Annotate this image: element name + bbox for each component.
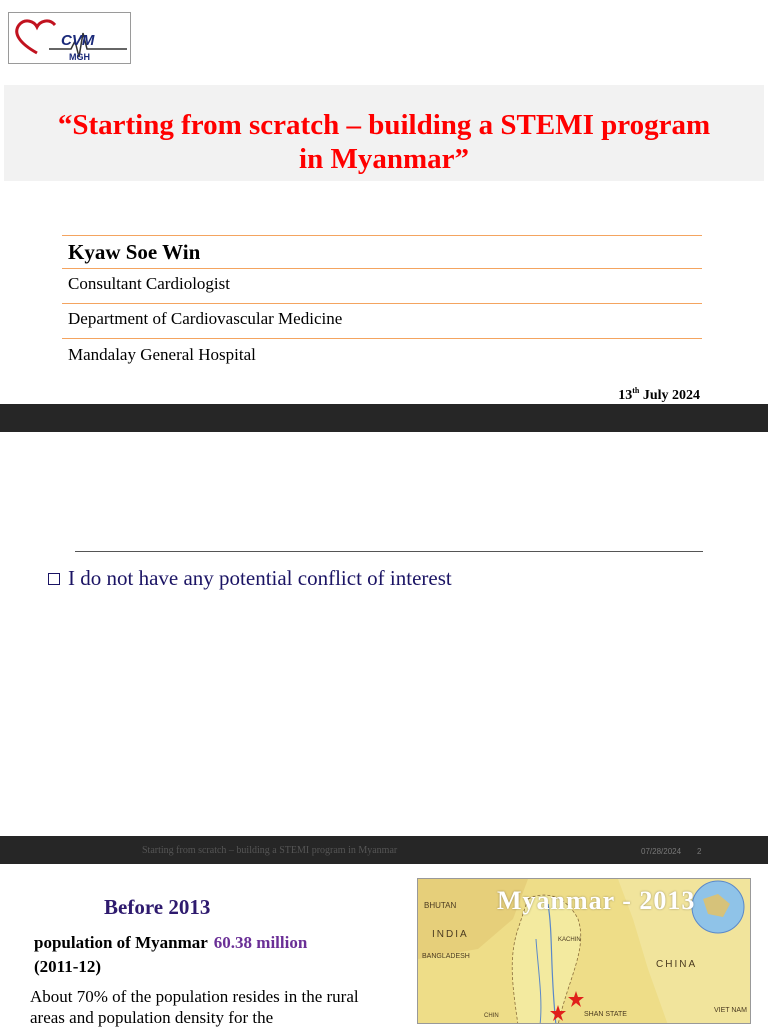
slide-title-line-2: in Myanmar” [299,143,469,175]
author-hospital: Mandalay General Hospital [68,345,256,364]
footer-title: Starting from scratch – building a STEMI program in Myanmar [142,845,398,856]
body-text: About 70% of the population resides in the rural areas and population density for the [30,987,359,1027]
map-label-china: CHINA [656,959,698,970]
orange-rule [62,303,702,304]
disclosure-item [48,566,452,591]
population-label: population of Myanmar [34,933,208,952]
map-title: Myanmar - 2013 [497,886,696,915]
section-heading: Before 2013 [104,895,211,919]
map-label-bangladesh: BANGLADESH [422,953,470,960]
map-label-india: INDIA [432,929,469,940]
author-department: Department of Cardiovascular Medicine [68,309,343,328]
map-label-vietnam: VIET NAM [714,1007,747,1014]
map-label-chin: CHIN [484,1013,499,1019]
map-label-bhutan: BHUTAN [424,901,457,910]
footer-date: 07/28/2024 [641,847,682,856]
map-label-shan: SHAN STATE [584,1011,627,1018]
footer-page-number: 2 [697,847,702,856]
population-value: 60.38 million [213,933,308,952]
bullet-square-icon [48,573,60,585]
population-block [34,931,307,979]
logo-mgh-text: MGH [69,52,90,62]
author-role: Consultant Cardiologist [68,274,230,293]
map-label-kachin: KACHIN [558,937,581,943]
orange-rule [62,268,702,269]
orange-rule [62,338,702,339]
slide-separator [0,404,768,432]
heart-ecg-icon [9,13,130,63]
population-period: (2011-12) [34,957,102,976]
author-name: Kyaw Soe Win [68,240,201,264]
slide-title [4,108,764,176]
divider-line [75,551,703,552]
disclosure-text: I do not have any potential conflict of interest [68,566,452,590]
cvm-mgh-logo [8,12,131,64]
presentation-date: 13th July 2024 [618,386,700,403]
orange-rule [62,235,702,236]
logo-cvm-text: CVM [61,32,95,49]
slide-title-line-1: “Starting from scratch – building a STEMI program [57,109,711,141]
